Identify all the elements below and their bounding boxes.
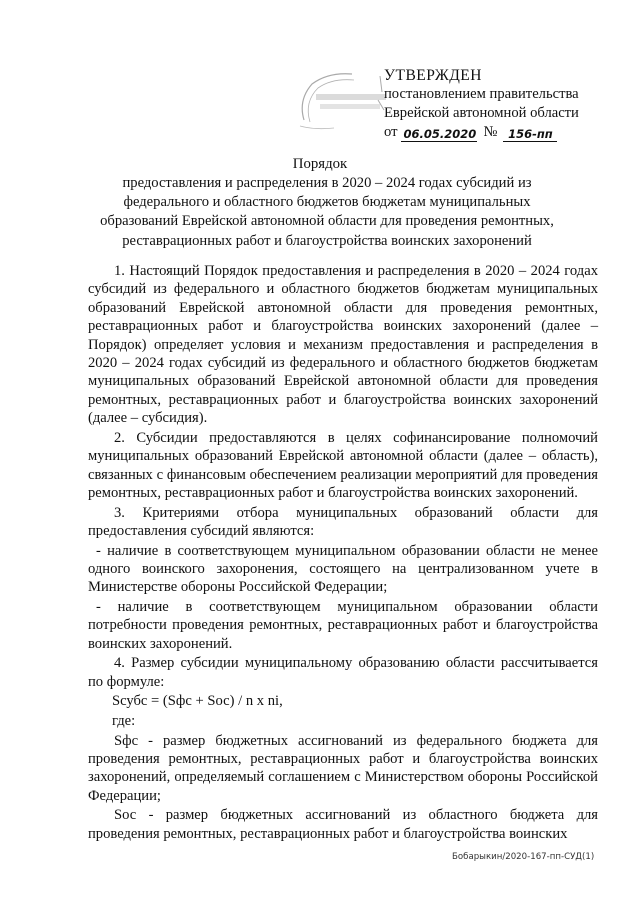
document-title: Порядок [292,156,348,172]
official-seal-stamp [294,70,386,132]
approval-date: 06.05.2020 [403,127,477,141]
paragraph-1: 1. Настоящий Порядок предоставления и распределения в 2020 – 2024 годах субсидий из федерального и областного бюджетов бюджетам муниципальных образований Еврейской автономной области для проведения ремонтных, реставрационных работ и благоустройства воинских захоронений (далее – Порядок) определяет условия и механизм предоставления и распределения в 2020 – 2024 годах субсидий из федерального и областного бюджетов бюджетам муниципальных образований Еврейской автономной области для проведения ремонтных, реставрационных работ и благоустройства воинских захоронений (далее – субсидия). [88,263,598,427]
approval-block [384,66,624,142]
document-subtitle: предоставления и распределения в 2020 – 2024 годах субсидий из федерального и областного бюджетов бюджетам муниципальных образований Еврейской автономной области для проведения ремонтных, реставрационных работ и благоустройства воинских захоронений [100,175,554,249]
formula: Sсубс = (Sфс + Sос) / n x ni, [112,693,283,710]
document-body [88,262,598,844]
paragraph-3: 3. Критериями отбора муниципальных образований области для предоставления субсидий являются: [88,504,598,540]
definition-soc: Sос - размер бюджетных ассигнований из областного бюджета для проведения ремонтных, реставрационных работ и благоустройства воинских [88,807,598,842]
criterion-1: - наличие в соответствующем муниципальном образовании области не менее одного воинского захоронения, состоящего на централизованном учете в Министерстве обороны Российской Федерации; [88,542,598,596]
approval-line-2: Еврейской автономной области [384,105,579,121]
paragraph-2: 2. Субсидии предоставляются в целях софинансирование полномочий муниципальных образований Еврейской автономной области (далее – область), связанных с финансовым обеспечением реализации мероприятий для проведения ремонтных, реставрационных работ и благоустройства воинских захоронений. [88,429,598,502]
from-label: от [384,124,398,140]
approval-title: УТВЕРЖДЕН [384,67,482,84]
footer-reference: Бобарыкин/2020-167-пп-СУД(1) [452,852,595,862]
approval-line-1: постановлением правительства [384,86,579,102]
criterion-2: - наличие в соответствующем муниципальном образовании области потребности проведения ремонтных, реставрационных работ и благоустройства воинских захоронений. [88,599,598,652]
formula-where: где: [112,713,136,730]
approval-date-number [384,123,624,142]
definition-sfc: Sфс - размер бюджетных ассигнований из федерального бюджета для проведения ремонтных, реставрационных работ и благоустройства воинских захоронений, определяемый соглашением с Министерством обороны Российской Федерации; [88,732,598,804]
approval-number: 156-пп [503,128,557,142]
number-label: № [483,124,498,140]
paragraph-4: 4. Размер субсидии муниципальному образованию области рассчитывается по формуле: [88,655,598,690]
